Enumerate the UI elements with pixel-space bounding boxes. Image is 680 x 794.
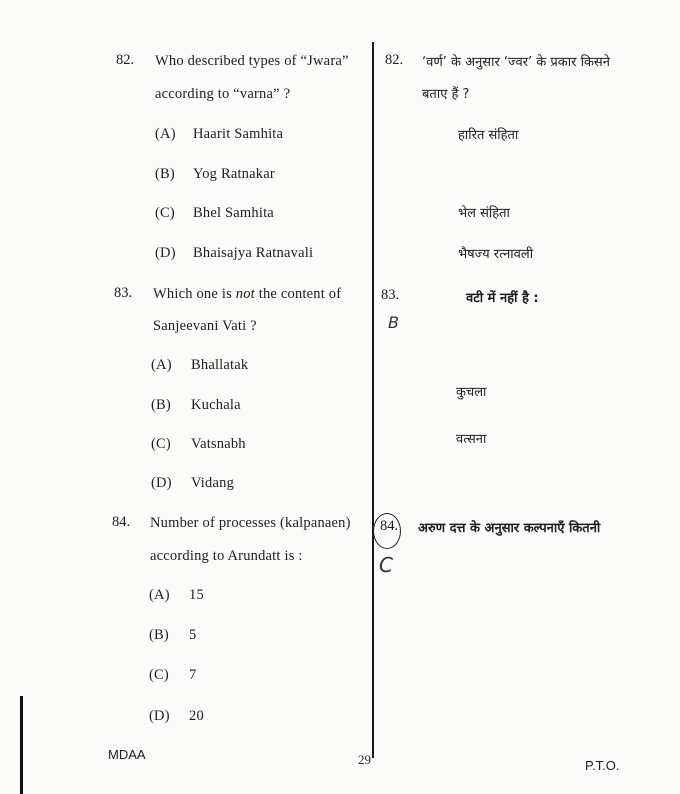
handwritten-answer-84: C xyxy=(379,553,393,577)
question-84-text-line1: Number of processes (kalpanaen) xyxy=(150,515,351,531)
q84-option-b-text: 5 xyxy=(189,627,197,643)
q84-option-c-label: (C) xyxy=(149,667,169,683)
q84-option-a-text: 15 xyxy=(189,587,204,603)
q83-line1-end: the content of xyxy=(258,286,342,302)
q83-option-c-text: Vatsnabh xyxy=(191,436,246,452)
q82-option-d-text: Bhaisajya Ratnavali xyxy=(193,245,314,261)
hindi-question-82-line1: ‘वर्ण’ के अनुसार ‘ज्वर’ के प्रकार किसने xyxy=(422,55,610,70)
q84-option-b-label: (B) xyxy=(149,627,169,643)
hindi-question-84-number: 84. xyxy=(380,518,399,534)
hindi-q82-option-a: हारित संहिता xyxy=(458,128,519,143)
q82-option-c-text: Bhel Samhita xyxy=(193,205,274,221)
hindi-question-84-line1: अरुण दत्त के अनुसार कल्पनाएँ कितनी xyxy=(418,521,601,536)
q83-option-c-label: (C) xyxy=(151,436,171,452)
q83-line1-emphasis: not xyxy=(235,286,255,302)
hindi-q83-option-c: वत्सना xyxy=(456,432,487,447)
question-83-text-line1 xyxy=(153,286,341,303)
footer-pto: P.T.O. xyxy=(585,758,620,773)
q83-option-b-text: Kuchala xyxy=(191,397,241,413)
answer-circle-84 xyxy=(373,513,401,549)
q83-option-a-label: (A) xyxy=(151,357,172,373)
hindi-q82-option-d: भैषज्य रत्नावली xyxy=(458,247,534,262)
question-84-number: 84. xyxy=(112,514,131,530)
hindi-question-82-number: 82. xyxy=(385,52,404,68)
q83-option-a-text: Bhallatak xyxy=(191,357,249,373)
hindi-q83-option-b: कुचला xyxy=(456,385,487,400)
footer-page-number: 29 xyxy=(358,752,371,767)
question-84-text-line2: according to Arundatt is : xyxy=(150,548,303,564)
q84-option-d-text: 20 xyxy=(189,708,204,724)
q83-line1-start: Which one is xyxy=(153,286,232,302)
q82-option-d-label: (D) xyxy=(155,245,176,261)
q82-option-c-label: (C) xyxy=(155,205,175,221)
q82-option-a-text: Haarit Samhita xyxy=(193,126,284,142)
question-83-text-line2: Sanjeevani Vati ? xyxy=(153,318,257,334)
q84-option-c-text: 7 xyxy=(189,667,197,683)
q83-option-d-text: Vidang xyxy=(191,475,235,491)
hindi-question-83-line1: वटी में नहीं है : xyxy=(466,291,539,306)
q82-option-a-label: (A) xyxy=(155,126,176,142)
question-82-text-line2: according to “varna” ? xyxy=(155,86,291,102)
binding-edge xyxy=(20,696,23,794)
hindi-question-83-number: 83. xyxy=(381,287,400,303)
question-82-text-line1: Who described types of “Jwara” xyxy=(155,53,349,69)
column-divider xyxy=(372,42,374,758)
hindi-question-82-line2: बताए हैं ? xyxy=(422,87,470,102)
q82-option-b-text: Yog Ratnakar xyxy=(193,166,275,182)
question-83-number: 83. xyxy=(114,285,133,301)
q83-option-d-label: (D) xyxy=(151,475,172,491)
q82-option-b-label: (B) xyxy=(155,166,175,182)
handwritten-answer-83: B xyxy=(388,313,399,332)
q84-option-a-label: (A) xyxy=(149,587,170,603)
q84-option-d-label: (D) xyxy=(149,708,170,724)
question-82-number: 82. xyxy=(116,52,135,68)
footer-paper-code: MDAA xyxy=(108,747,146,762)
hindi-q82-option-c: भेल संहिता xyxy=(458,206,510,221)
q83-option-b-label: (B) xyxy=(151,397,171,413)
